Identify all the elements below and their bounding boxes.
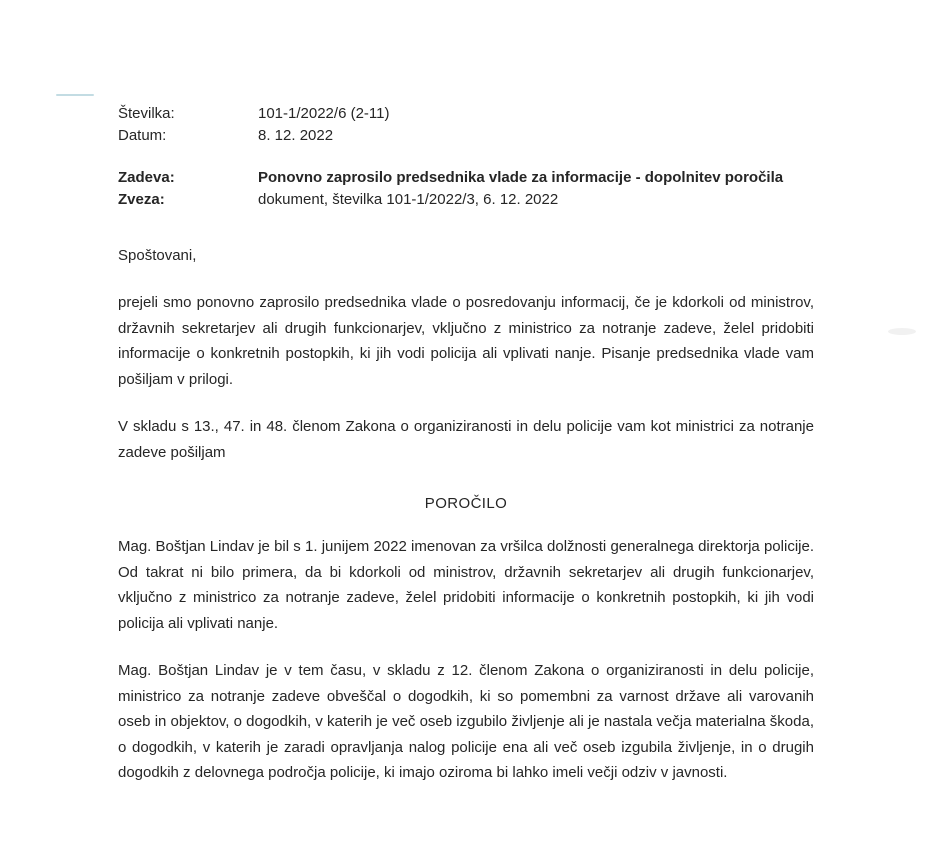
letterhead-mark	[56, 94, 94, 96]
document-meta	[118, 103, 814, 211]
reference-label: Zveza:	[118, 191, 165, 208]
reference-value: dokument, številka 101-1/2022/3, 6. 12. 2022	[258, 191, 559, 208]
number-label: Številka:	[118, 105, 175, 122]
paragraph-report-2: Mag. Boštjan Lindav je v tem času, v skladu z 12. členom Zakona o organiziranosti in delu policije, ministrico za notranje zadeve obveščal o dogodkih, ki so pomembni za varnost države ali varovanih oseb in objektov, o dogodkih, v katerih je več oseb izgubilo življenje ali je nastala večja materialna škoda, o dogodkih, v katerih je zaradi opravljanja nalog policije ena ali več oseb izgubila življenje, in o drugih dogodkih z delovnega področja policije, ki imajo oziroma bi lahko imeli večji odziv v javnosti.	[118, 662, 814, 781]
scan-artifact	[888, 328, 916, 335]
letter-content	[118, 103, 814, 786]
paragraph-report-1: Mag. Boštjan Lindav je bil s 1. junijem 2022 imenovan za vršilca dolžnosti generalnega direktorja policije. Od takrat ni bilo primera, da bi kdorkoli od ministrov, državnih sekretarjev ali drugih funkcionarjev, vključno z ministrico za notranje zadeve, želel pridobiti informacije o konkretnih postopkih, ki jih vodi policija ali vplivati nanje.	[118, 538, 814, 632]
date-value: 8. 12. 2022	[258, 127, 334, 144]
meta-row-reference	[118, 189, 814, 211]
meta-row-number	[118, 103, 814, 125]
paragraph-intro: prejeli smo ponovno zaprosilo predsednika vlade o posredovanju informacij, če je kdorkoli od ministrov, državnih sekretarjev ali drugih funkcionarjev, vključno z ministrico za notranje zadeve, želel pridobiti informacije o konkretnih postopkih, ki jih vodi policija ali vplivati nanje. Pisanje predsednika vlade vam pošiljam v prilogi.	[118, 294, 814, 388]
subject-label: Zadeva:	[118, 169, 175, 186]
date-label: Datum:	[118, 127, 167, 144]
subject-value: Ponovno zaprosilo predsednika vlade za informacije - dopolnitev poročila	[258, 169, 784, 186]
paragraph-legal-basis: V skladu s 13., 47. in 48. členom Zakona o organiziranosti in delu policije vam kot ministrici za notranje zadeve pošiljam	[118, 418, 814, 461]
salutation: Spoštovani,	[118, 247, 197, 264]
meta-row-subject	[118, 167, 814, 189]
report-heading: POROČILO	[424, 495, 508, 512]
meta-row-date	[118, 125, 814, 147]
number-value: 101-1/2022/6 (2-11)	[258, 105, 390, 122]
